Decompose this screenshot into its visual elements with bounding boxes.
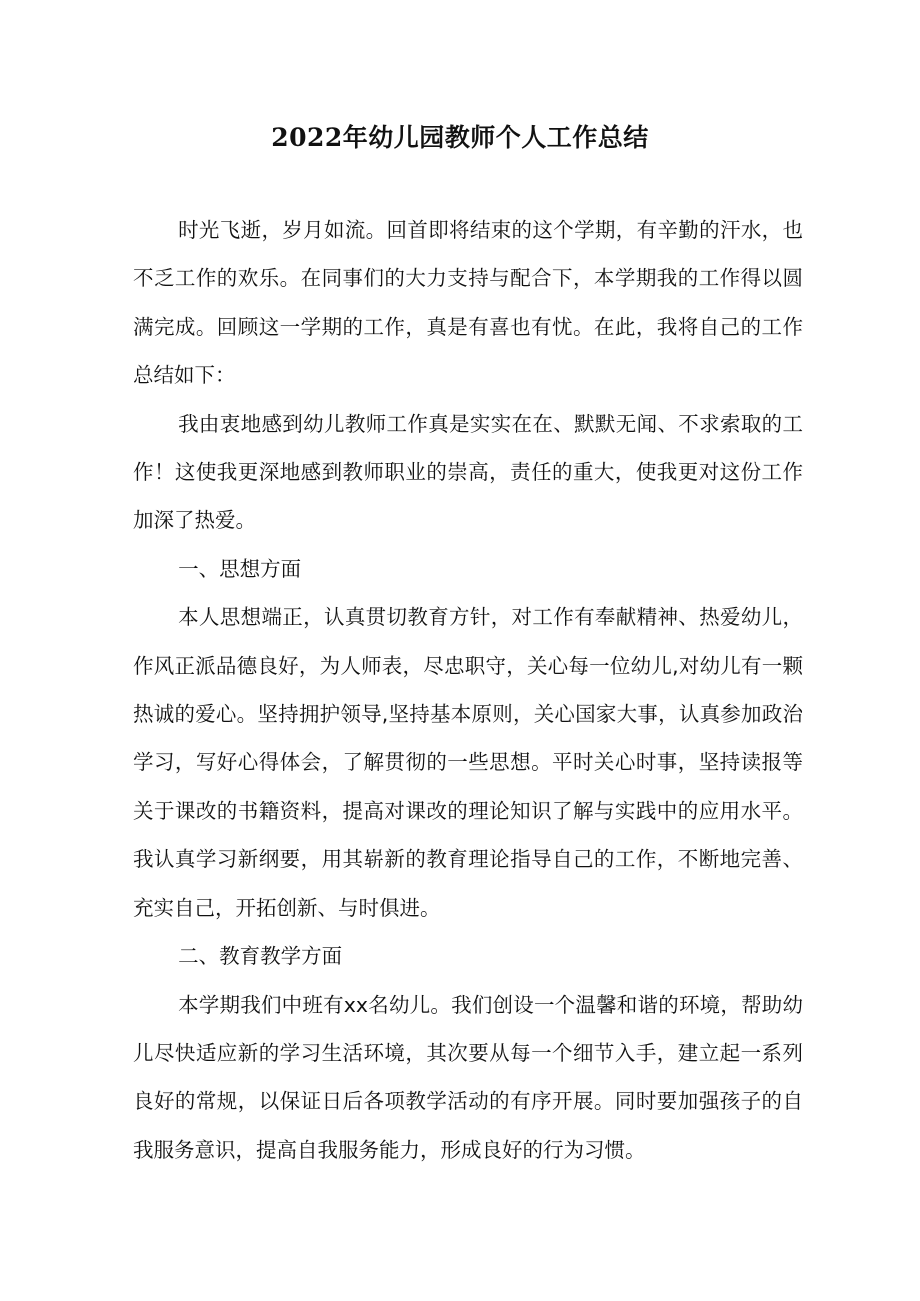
paragraph-feelings: 我由衷地感到幼儿教师工作真是实实在在、默默无闻、不求索取的工作！这使我更深地感到教师职业的崇高，责任的重大，使我更对这份工作加深了热爱。 xyxy=(133,411,803,533)
paragraph-intro: 时光飞逝，岁月如流。回首即将结束的这个学期，有辛勤的汗水，也不乏工作的欢乐。在同事们的大力支持与配合下，本学期我的工作得以圆满完成。回顾这一学期的工作，真是有喜也有忧。在此，我将自己的工作总结如下： xyxy=(133,218,803,388)
paragraph-teaching: 本学期我们中班有xx名幼儿。我们创设一个温馨和谐的环境，帮助幼儿尽快适应新的学习生活环境，其次要从每一个细节入手，建立起一系列良好的常规，以保证日后各项教学活动的有序开展。同时要加强孩子的自我服务意识，提高自我服务能力，形成良好的行为习惯。 xyxy=(133,992,803,1162)
section-heading-thought: 一、思想方面 xyxy=(178,556,302,581)
document-body xyxy=(133,206,803,1174)
paragraph-thought: 本人思想端正，认真贯切教育方针，对工作有奉献精神、热爱幼儿，作风正派品德良好，为人师表，尽忠职守，关心每一位幼儿,对幼儿有一颗热诚的爱心。坚持拥护领导,坚持基本原则，关心国家大事，认真参加政治学习，写好心得体会，了解贯彻的一些思想。平时关心时事，坚持读报等关于课改的书籍资料，提高对课改的理论知识了解与实践中的应用水平。我认真学习新纲要，用其崭新的教育理论指导自己的工作，不断地完善、充实自己，开拓创新、与时俱进。 xyxy=(133,605,803,920)
section-heading-teaching: 二、教育教学方面 xyxy=(178,944,343,969)
document-title: 2022年幼儿园教师个人工作总结 xyxy=(271,123,649,152)
